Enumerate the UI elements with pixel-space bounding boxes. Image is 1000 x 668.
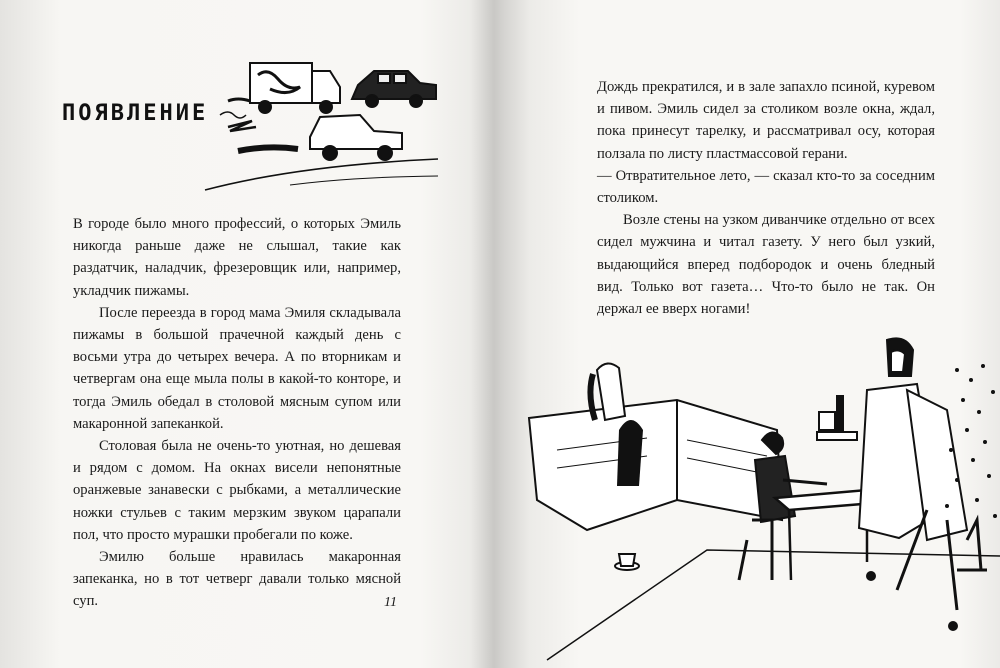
car-drawing [352, 71, 436, 107]
truck-drawing [228, 63, 340, 113]
paragraph: Возле стены на узком диванчике отдельно от всех сидел мужчина и читал газету. У него был узкий, выдающийся вперед подбородок и очень бледный вид. Только вот газета… Что-то было не так. Он держал ее вверх ногами! [597, 212, 935, 318]
waitress-drawing [817, 338, 967, 630]
page-number: 11 [384, 595, 397, 610]
chapter-title: ПОЯВЛЕНИЕ [62, 101, 209, 126]
newspaper-reader-drawing [590, 363, 625, 420]
car-drawing [310, 115, 402, 160]
cafeteria-illustration [527, 330, 1000, 668]
scribble-mark [228, 121, 256, 131]
scribble-mark [220, 112, 246, 118]
cup-drawing [615, 554, 639, 570]
seated-figure-drawing [617, 420, 643, 486]
scribble-mark [238, 147, 298, 151]
road-line [205, 159, 438, 190]
right-page-text [597, 76, 935, 320]
paragraph: После переезда в город мама Эмиля складывала пижамы в большой прачечной каждый день с восьми утра до четырех вечера. А по вторникам и четвергам она еще мыла полы в какой-то конторе, и тогда Эмиль обедал в столовой мясным супом или макаронной запеканкой. [73, 304, 401, 432]
paragraph: В городе было много профессий, о которых Эмиль никогда раньше даже не слышал, такие как раздатчик, наладчик, фрезеровщик или, например, укладчик пижамы. [73, 216, 401, 299]
left-page [0, 0, 497, 668]
paragraph: Дождь прекратился, и в зале запахло псиной, куревом и пивом. Эмиль сидел за столиком возле окна, ждал, пока принесут тарелку, и рассматривал осу, которая ползала по листу пластмассовой герани. [597, 79, 935, 162]
paragraph: Эмилю больше нравилась макаронная запеканка, но в тот четверг давали только мясной суп. [73, 549, 401, 610]
road-line [290, 176, 438, 185]
left-page-text [73, 213, 401, 613]
newspaper-drawing [529, 400, 782, 530]
paragraph: — Отвратительное лето, — сказал кто-то за соседним столиком. [597, 167, 935, 207]
paragraph: Столовая была не очень-то уютная, но дешевая и рядом с домом. На окнах висели непонятные оранжевые занавески с рыбками, а металлические ножки стульев с таким мерзким звуком царапали пол, что просто мурашки пробегали по коже. [73, 438, 401, 543]
